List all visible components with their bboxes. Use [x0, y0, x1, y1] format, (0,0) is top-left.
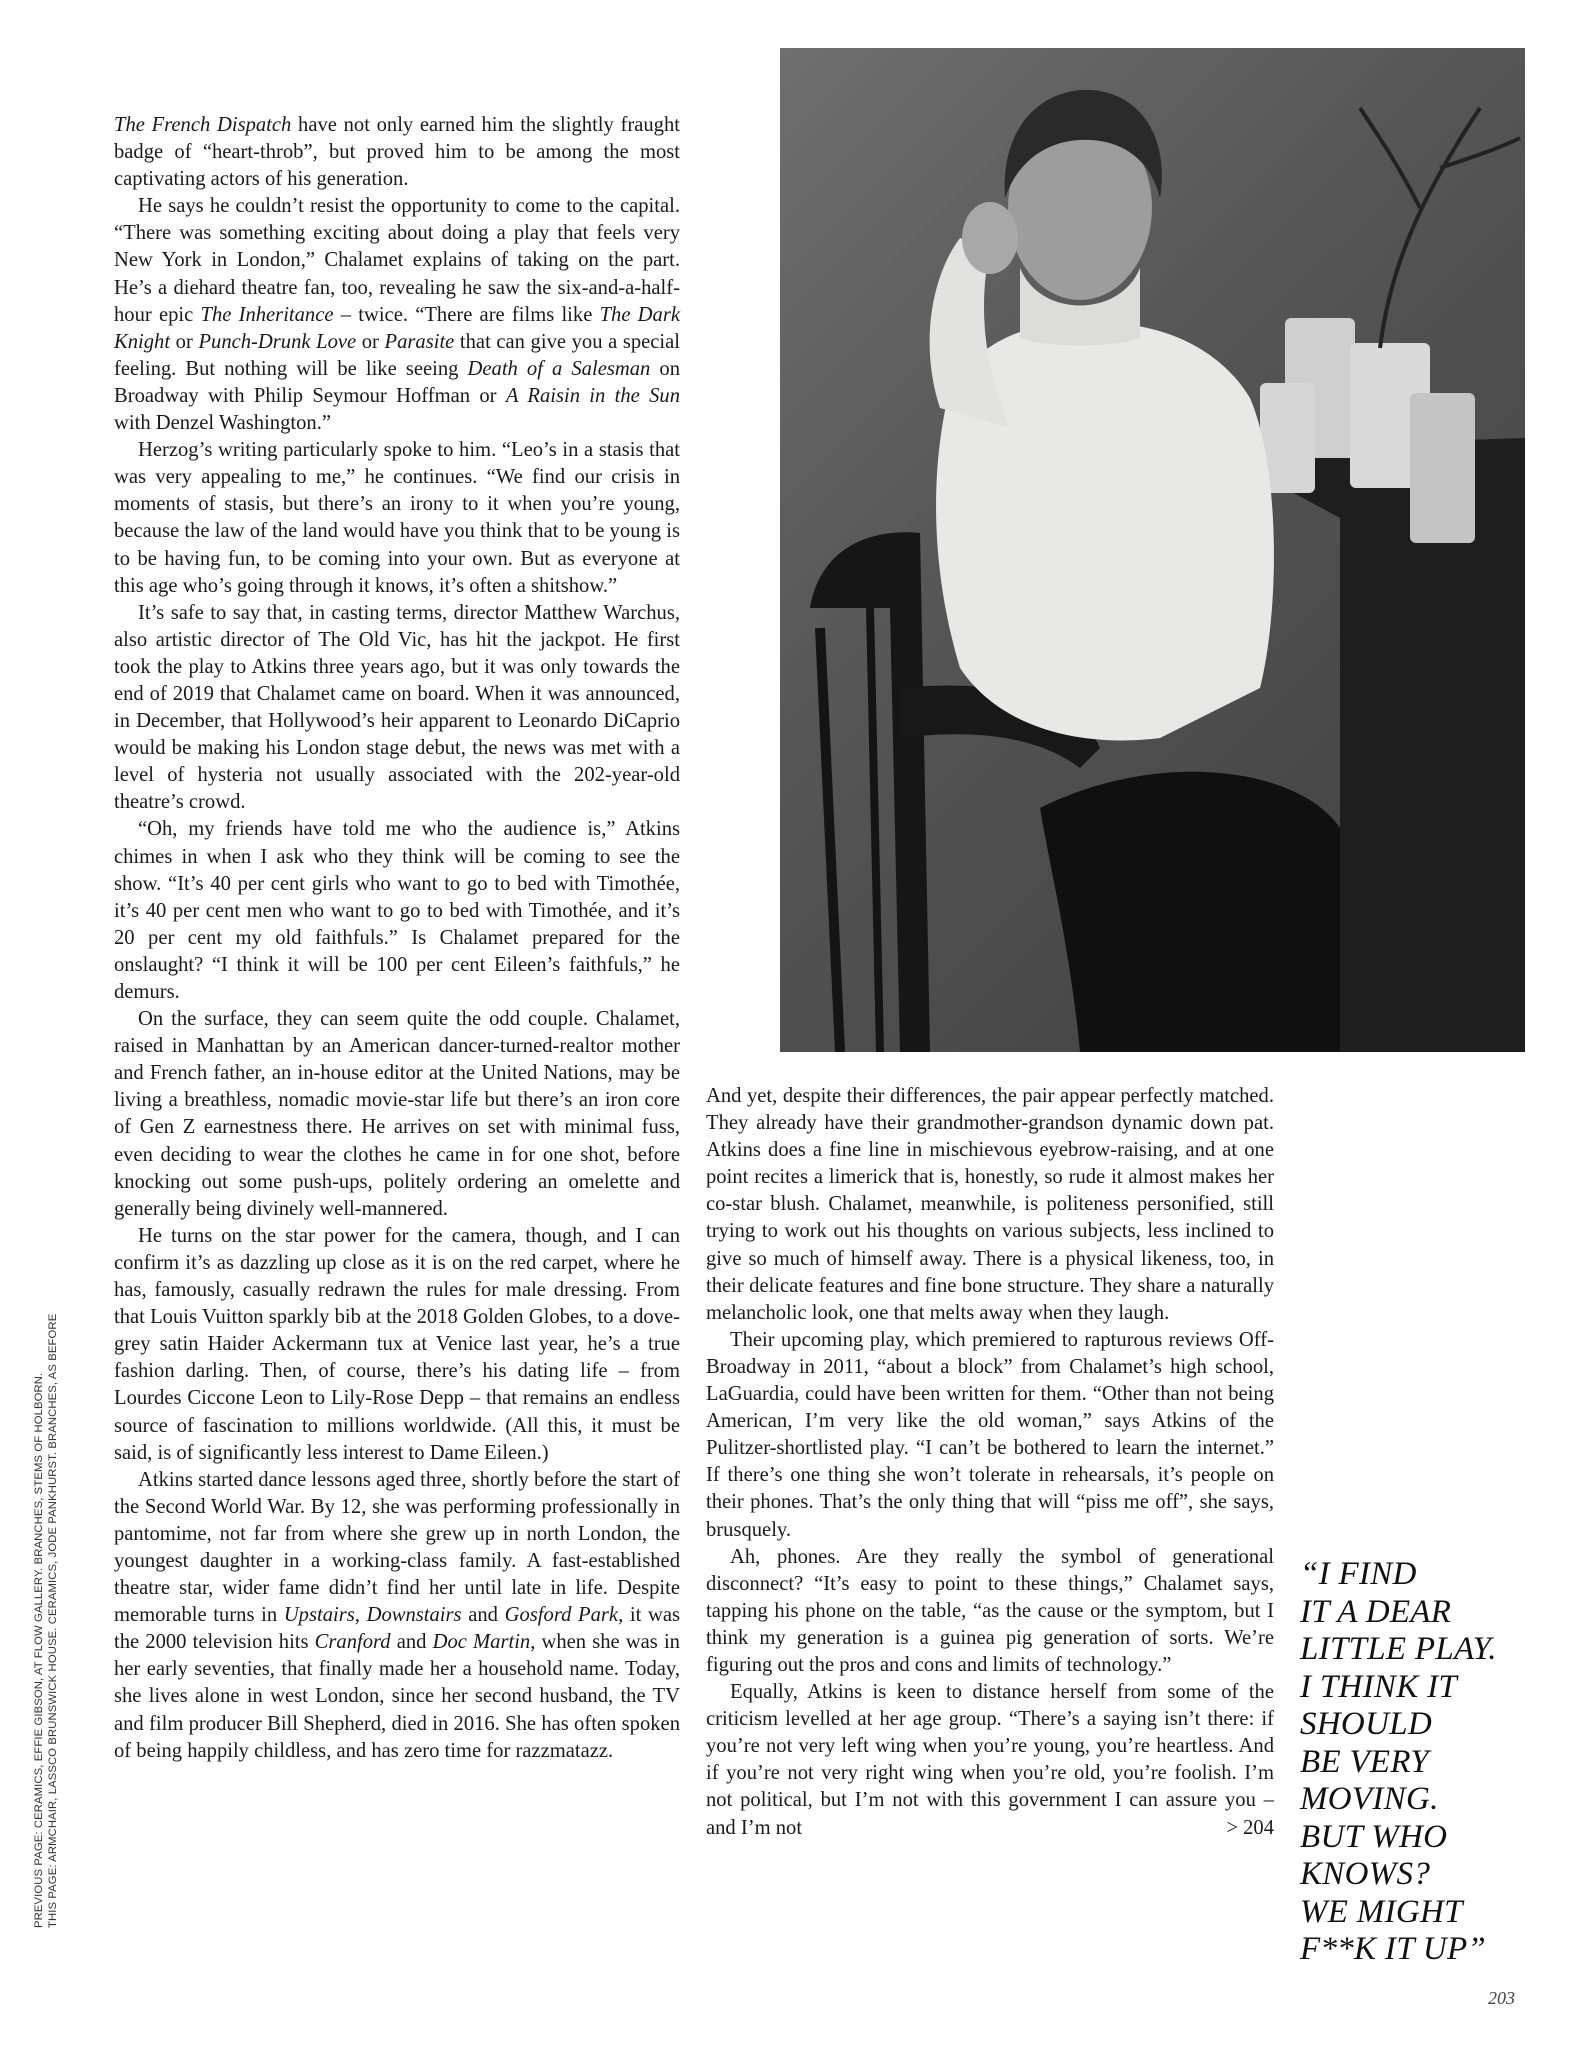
article-paragraph: [114, 600, 680, 817]
pull-quote: [1300, 1556, 1550, 1969]
text-run: have not only earned him the slightly fraught badge of “heart-throb”, but proved him to be among the most captivating actors of his generation.: [114, 114, 680, 191]
pull-quote-line: BUT WHO: [1300, 1818, 1448, 1855]
article-paragraph: [114, 1006, 680, 1223]
italic-title: The French Dispatch: [114, 114, 292, 136]
pull-quote-line: KNOWS?: [1300, 1856, 1431, 1892]
pull-quote-line: I THINK IT: [1300, 1668, 1458, 1705]
text-run: or: [170, 330, 199, 353]
italic-title: The Inheritance: [200, 303, 334, 326]
credit-line: PREVIOUS PAGE: CERAMICS, EFFIE GIBSON, AT FLOW GALLERY. BRANCHES, STEMS OF HOLBORN.: [33, 1372, 45, 1928]
text-run: “Oh, my friends have told me who the audience is,” Atkins chimes in when I ask who they think will be coming to see the show. “It’s 40 per cent girls who want to go to bed with Timothée, it’s 40 per cent men who want to go to bed with Timothée, and it’s 20 per cent my old faithfuls.” Is Chalamet prepared for the onslaught? “I think it will be 100 per cent Eileen’s faithfuls,” he demurs.: [114, 818, 680, 1003]
italic-title: Gosford Park: [504, 1604, 619, 1627]
article-paragraph: [706, 1679, 1274, 1842]
italic-title: The Dark Knight: [114, 303, 680, 353]
article-paragraph: [706, 1327, 1274, 1544]
pull-quote-line: SHOULD: [1300, 1706, 1432, 1742]
portrait-photo: [780, 48, 1525, 1052]
text-run: Atkins started dance lessons aged three, shortly before the start of the Second World War. By 12, she was performing professionally in pantomime, not far from where she grew up in north London, the youngest daughter in a working-class family. A fast-established theatre star, wider fame didn’t find her until late in life. Despite memorable turns in: [114, 1468, 680, 1627]
pull-quote-line: WE MIGHT: [1300, 1893, 1463, 1930]
article-column-left: [114, 112, 680, 1765]
italic-title: Death of a Salesman: [467, 357, 651, 380]
text-run: and: [390, 1631, 433, 1654]
italic-title: Upstairs, Downstairs: [283, 1604, 462, 1627]
article-paragraph: [114, 1223, 680, 1467]
text-run: Herzog’s writing particularly spoke to him. “Leo’s in a stasis that was very appealing to me,” he continues. “We find our crisis in moments of stasis, but there’s an irony to it when you’re young, because the law of the land would have you think that to be young is to be having fun, to be coming into your own. But as everyone at this age who’s going through it knows, it’s often a shitshow.”: [114, 439, 680, 597]
pull-quote-line: BE VERY: [1300, 1743, 1429, 1780]
text-run: And yet, despite their differences, the pair appear perfectly matched. They already have their grandmother-grandson dynamic down pat. Atkins does a fine line in mischievous eyebrow-raising, and at one point recites a limerick that is, honestly, so rude it almost makes her co-star blush. Chalamet, meanwhile, is politeness personified, still trying to work out his thoughts on various subjects, less inclined to give so much of himself away. There is a physical likeness, too, in their delicate features and fine bone structure. They share a naturally melancholic look, one that melts away when they laugh.: [706, 1085, 1274, 1324]
article-paragraph: [114, 112, 680, 193]
page-number: 203: [1488, 1988, 1515, 2008]
text-run: on Broadway with Philip Seymour Hoffman or: [114, 357, 680, 407]
article-paragraph: [706, 1544, 1274, 1679]
text-run: that can give you a special feeling. But nothing will be like seeing: [114, 330, 681, 380]
pull-quote-line: IT A DEAR: [1300, 1593, 1452, 1630]
text-run: – twice. “There are films like: [333, 303, 600, 326]
text-run: Their upcoming play, which premiered to rapturous reviews Off-Broadway in 2011, “about a block” from Chalamet’s high school, LaGuardia, could have been written for them. “Other than not being American, I’m very like the old woman,” says Atkins of the Pulitzer-shortlisted play. “I can’t be bothered to learn the internet.” If there’s one thing she won’t tolerate in rehearsals, it’s people on their phones. That’s the only thing that will “piss me off”, she says, brusquely.: [706, 1328, 1274, 1541]
continued-marker: > 204: [1226, 1816, 1274, 1839]
text-run: and: [461, 1604, 505, 1627]
photo-credit: [32, 1314, 60, 1928]
text-run: , when she was in her early seventies, that finally made her a household name. Today, she lives alone in west London, since her second husband, the TV and film producer Bill Shepherd, died in 2016. She has often spoken of being happily childless, and has zero time for razzmatazz.: [114, 1631, 680, 1762]
text-run: On the surface, they can seem quite the odd couple. Chalamet, raised in Manhattan by an American dancer-turned-realtor mother and French father, an in-house editor at the United Nations, may be living a breathless, nomadic movie-star life but there’s an iron core of Gen Z earnestness there. He arrives on set with minimal fuss, even deciding to wear the clothes he came in for one shot, before knocking out some push-ups, politely ordering an omelette and generally being divinely well-mannered.: [114, 1008, 680, 1220]
article-paragraph: [114, 1467, 680, 1765]
text-run: with Denzel Washington.”: [114, 412, 332, 435]
pull-quote-line: MOVING.: [1300, 1781, 1439, 1817]
article-paragraph: [706, 1083, 1274, 1327]
pull-quote-line: F**K IT UP”: [1300, 1931, 1487, 1967]
article-paragraph: [114, 193, 680, 437]
italic-title: Cranford: [314, 1631, 391, 1654]
credit-line: THIS PAGE: ARMCHAIR, LASSCO BRUNSWICK HOUSE. CERAMICS, JODE PANKHURST. BRANCHES, AS BEFORE: [47, 1313, 59, 1928]
text-run: He says he couldn’t resist the opportunity to come to the capital. “There was something exciting about doing a play that feels very New York in London,” Chalamet explains of taking on the part. He’s a diehard theatre fan, too, revealing he saw the six-and-a-half-hour epic: [114, 195, 680, 326]
italic-title: Doc Martin: [432, 1631, 531, 1654]
article-column-right: [706, 1083, 1274, 1842]
text-run: Ah, phones. Are they really the symbol of generational disconnect? “It’s easy to point to these things,” Chalamet says, tapping his phone on the table, “as the cause or the symptom, but I think my generation is a guinea pig generation of sorts. We’re figuring out the pros and cons and limits of technology.”: [706, 1545, 1274, 1676]
portrait-illustration: [780, 48, 1525, 1052]
text-run: It’s safe to say that, in casting terms, director Matthew Warchus, also artistic director of The Old Vic, has hit the jackpot. He first took the play to Atkins three years ago, but it was only towards the end of 2019 that Chalamet came on board. When it was announced, in December, that Hollywood’s heir apparent to Leonardo DiCaprio would be making his London stage debut, the news was met with a level of hysteria not usually associated with the 202-year-old theatre’s crowd.: [114, 601, 680, 814]
article-paragraph: [114, 437, 680, 600]
text-run: He turns on the star power for the camera, though, and I can confirm it’s as dazzling up close as it is on the red carpet, where he has, famously, casually redrawn the rules for male dressing. From that Louis Vuitton sparkly bib at the 2018 Golden Globes, to a dove-grey satin Haider Ackermann tux at Venice last year, he’s a true fashion darling. Then, of course, there’s his dating life – from Lourdes Ciccone Leon to Lily-Rose Depp – that remains an endless source of fascination to millions worldwide. (All this, it must be said, is of significantly less interest to Dame Eileen.): [114, 1224, 680, 1464]
article-paragraph: [114, 816, 680, 1006]
pull-quote-line: LITTLE PLAY.: [1300, 1631, 1497, 1667]
text-run: Equally, Atkins is keen to distance herself from some of the criticism levelled at her age group. “There’s a saying isn’t there: if you’re not very left wing when you’re young, you’re heartless. And if you’re not very right wing when you’re old, you’re foolish. I’m not political, but I’m not with this government I can assure you – and I’m not: [706, 1681, 1274, 1839]
text-run: , it was the 2000 television hits: [114, 1604, 680, 1654]
italic-title: Parasite: [384, 330, 455, 353]
text-run: or: [356, 330, 385, 353]
italic-title: A Raisin in the Sun: [505, 384, 681, 407]
italic-title: Punch-Drunk Love: [198, 330, 357, 353]
pull-quote-line: “I FIND: [1300, 1556, 1417, 1592]
